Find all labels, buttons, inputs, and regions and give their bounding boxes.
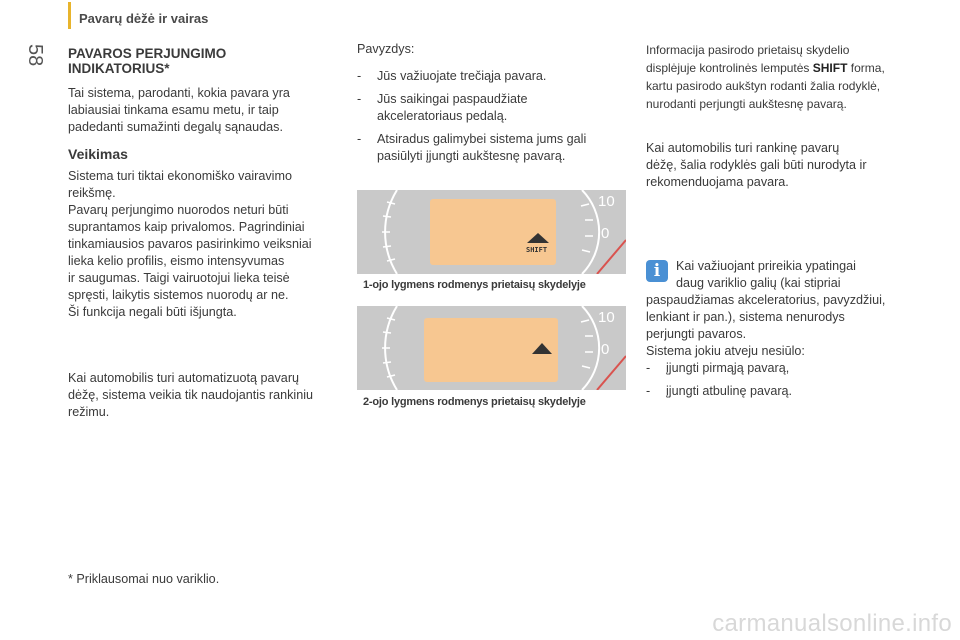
example-title: Pavyzdys: — [357, 42, 415, 56]
shift-up-arrow-icon — [532, 343, 552, 354]
main-heading: PAVAROS PERJUNGIMO INDIKATORIUS* — [68, 46, 227, 76]
footnote: * Priklausomai nuo variklio. — [68, 572, 220, 586]
list-item: - Atsiradus galimybei sistema jums gali pasiūlyti įjungti aukštesnę pavarą. — [357, 132, 587, 163]
shift-label: SHIFT — [526, 246, 548, 254]
shift-up-arrow-icon — [527, 233, 549, 243]
note-paragraph: paspaudžiamas akceleratorius, pavyzdžiui, lenkiant ir pan.), sistema nenurodys perjungti pavaros. Sistema jokiu atveju nesiūlo: — [646, 293, 886, 358]
gauge-label-bottom: 0 — [601, 225, 610, 242]
intro-paragraph: Tai sistema, parodanti, kokia pavara yra labiausiai tinkama esamu metu, ir taip padedanti sumažinti degalų sąnaudas. — [68, 86, 290, 134]
list-item: - Jūs važiuojate trečiąja pavara. — [357, 69, 547, 83]
gauge-label-bottom: 0 — [601, 341, 610, 358]
info-paragraph: Informacija pasirodo prietaisų skydelio displėjuje kontrolinės lemputės SHIFT forma, kartu pasirodo aukštyn rodanti žalia rodyklė, nurodanti perjungti aukštesnę pavarą. — [646, 43, 885, 111]
manual-paragraph: Kai automobilis turi rankinę pavarų dėžę, šalia rodyklės gali būti nurodyta ir rekomenduojama pavara. — [646, 141, 867, 189]
note-line-2: daug variklio galių (kai stipriai — [676, 276, 841, 290]
note-line-1: Kai važiuojant prireikia ypatingai — [676, 259, 856, 273]
page-number: 58 — [24, 44, 46, 67]
example-list — [357, 68, 627, 165]
operation-heading: Veikimas — [68, 146, 128, 162]
watermark: carmanualsonline.info — [712, 610, 952, 637]
list-item: - įjungti pirmąją pavarą, — [646, 361, 790, 375]
operation-paragraph: Sistema turi tiktai ekonomiško vairavimo reikšmę. Pavarų perjungimo nuorodos neturi būti suprantamos kaip privalomos. Pagrindiniai tinkamiausios pavaros pasirinkimo veiksniai lieka kelio profilis, eismo intensyvumas ir saugumas. Taigi vairuotojui lieka teisė spręsti, laikytis sistemos nuorodų ar ne. Ši funkcija negali būti išjungta. — [68, 169, 312, 319]
section-title: Pavarų dėžė ir vairas — [79, 11, 209, 26]
dashboard-panel-level-2 — [357, 306, 626, 390]
gauge-label-top: 10 — [598, 309, 615, 326]
info-icon: i — [646, 260, 668, 282]
header-accent-bar — [68, 2, 71, 29]
list-item: - įjungti atbulinę pavarą. — [646, 384, 793, 398]
panel-1-caption: 1-ojo lygmens rodmenys prietaisų skydelyje — [363, 279, 586, 291]
shift-display — [430, 199, 556, 265]
dashboard-panel-level-1 — [357, 190, 626, 274]
automatic-paragraph: Kai automobilis turi automatizuotą pavarų dėžę, sistema veikia tik naudojantis rankiniu režimu. — [68, 371, 314, 419]
never-list — [646, 360, 916, 400]
list-item: - Jūs saikingai paspaudžiate akceleratoriaus pedalą. — [357, 92, 528, 123]
panel-2-caption: 2-ojo lygmens rodmenys prietaisų skydelyje — [363, 396, 586, 408]
gauge-label-top: 10 — [598, 193, 615, 210]
